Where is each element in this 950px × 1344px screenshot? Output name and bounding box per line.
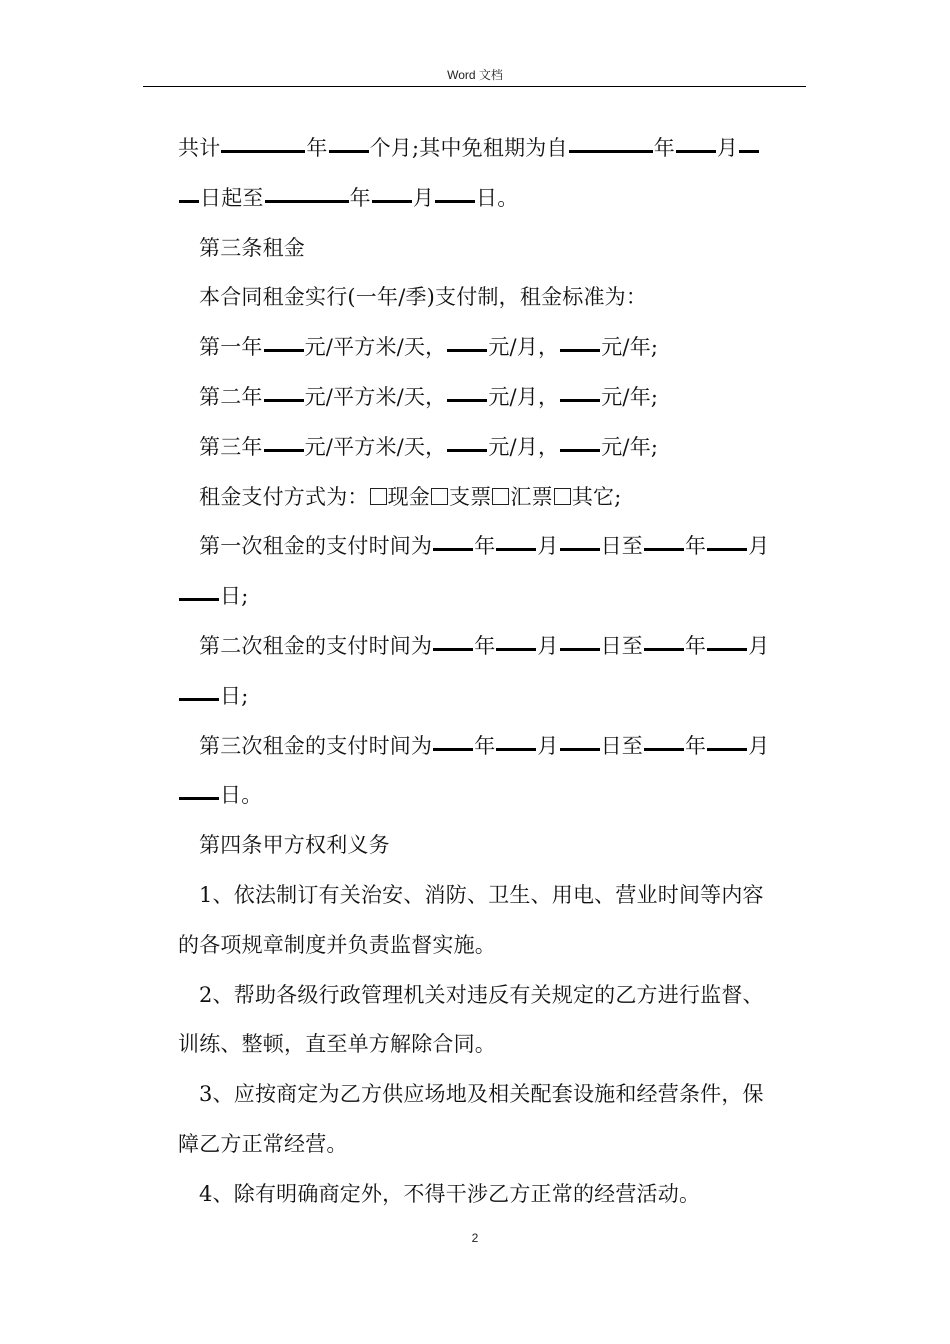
fill-blank[interactable] xyxy=(179,797,219,800)
text: 第二年 xyxy=(199,384,263,409)
fill-blank[interactable] xyxy=(644,748,684,751)
text: 年 xyxy=(474,633,496,658)
text: 租金支付方式为： xyxy=(199,484,369,509)
text: 元/月， xyxy=(488,384,560,409)
fill-blank[interactable] xyxy=(179,200,199,203)
text: 日起至 xyxy=(200,185,264,210)
rent-intro: 本合同租金实行(一年/季)支付制，租金标准为： xyxy=(199,285,648,310)
text: 日至 xyxy=(600,733,644,758)
text: 年 xyxy=(685,633,707,658)
item-3-line-1: 3、应按商定为乙方供应场地及相关配套设施和经营条件，保 xyxy=(199,1082,764,1107)
text: 元/平方米/天， xyxy=(304,384,447,409)
item-1-line-1: 1、依法制订有关治安、消防、卫生、用电、营业时间等内容 xyxy=(199,882,764,907)
text: 个月;其中免租期为自 xyxy=(369,136,568,160)
fill-blank[interactable] xyxy=(447,349,487,352)
text: 月 xyxy=(537,733,559,758)
text: 年 xyxy=(306,136,328,160)
text: 第二次租金的支付时间为 xyxy=(199,633,433,658)
text: 第一年 xyxy=(199,335,263,360)
text: 日至 xyxy=(600,534,644,559)
text: 元/年; xyxy=(601,384,659,409)
page-number: 2 xyxy=(471,1231,479,1245)
fill-blank[interactable] xyxy=(560,648,600,651)
text: 年 xyxy=(474,733,496,758)
fill-blank[interactable] xyxy=(447,399,487,402)
text: 第一次租金的支付时间为 xyxy=(199,534,433,559)
payment-time-1 xyxy=(178,522,800,572)
fill-blank[interactable] xyxy=(707,648,747,651)
text: 第三次租金的支付时间为 xyxy=(199,733,433,758)
checkbox-cash[interactable] xyxy=(370,488,387,505)
fill-blank[interactable] xyxy=(644,648,684,651)
text: 年 xyxy=(653,136,675,160)
fill-blank[interactable] xyxy=(433,648,473,651)
text-line xyxy=(178,174,800,224)
item-3-line-2: 障乙方正常经营。 xyxy=(178,1131,348,1156)
text: 月 xyxy=(748,534,770,559)
fill-blank[interactable] xyxy=(644,548,684,551)
fill-blank[interactable] xyxy=(265,200,349,203)
fill-blank[interactable] xyxy=(569,150,653,153)
text: 月 xyxy=(412,185,435,210)
item-1-line-2: 的各项规章制度并负责监督实施。 xyxy=(178,932,496,957)
text: 年 xyxy=(685,733,707,758)
fill-blank[interactable] xyxy=(560,449,600,452)
text: 元/月， xyxy=(488,434,560,459)
text: 年 xyxy=(474,534,496,559)
text: 月 xyxy=(748,633,770,658)
text: 年 xyxy=(349,185,371,210)
fill-blank[interactable] xyxy=(707,548,747,551)
fill-blank[interactable] xyxy=(496,548,536,551)
page-header: Word 文档 xyxy=(447,68,503,82)
text: 支票 xyxy=(449,484,492,509)
text: 月 xyxy=(537,534,559,559)
checkbox-draft[interactable] xyxy=(492,488,509,505)
text: 其它; xyxy=(571,484,622,509)
text: 日; xyxy=(220,584,249,609)
text: 月 xyxy=(537,633,559,658)
fill-blank[interactable] xyxy=(179,698,219,701)
payment-time-1-end xyxy=(178,572,800,622)
rent-row-3 xyxy=(178,423,800,473)
text: 第三年 xyxy=(199,434,263,459)
fill-blank[interactable] xyxy=(676,150,716,153)
fill-blank[interactable] xyxy=(433,548,473,551)
item-2-line-2: 训练、整顿，直至单方解除合同。 xyxy=(178,1032,496,1057)
fill-blank[interactable] xyxy=(264,349,304,352)
fill-blank[interactable] xyxy=(329,150,369,153)
payment-time-3 xyxy=(178,722,800,772)
fill-blank[interactable] xyxy=(560,349,600,352)
payment-time-3-end xyxy=(178,771,800,821)
text: 日; xyxy=(220,683,249,708)
rent-row-2 xyxy=(178,373,800,423)
text: 元/平方米/天， xyxy=(304,434,447,459)
payment-time-2 xyxy=(178,622,800,672)
fill-blank[interactable] xyxy=(739,150,759,153)
fill-blank[interactable] xyxy=(560,748,600,751)
fill-blank[interactable] xyxy=(447,449,487,452)
payment-time-2-end xyxy=(178,672,800,722)
fill-blank[interactable] xyxy=(221,150,305,153)
fill-blank[interactable] xyxy=(264,399,304,402)
text: 日。 xyxy=(476,185,519,210)
item-4-line-1: 4、除有明确商定外，不得干涉乙方正常的经营活动。 xyxy=(199,1181,701,1206)
fill-blank[interactable] xyxy=(372,200,412,203)
text: 月 xyxy=(748,733,770,758)
fill-blank[interactable] xyxy=(496,648,536,651)
fill-blank[interactable] xyxy=(707,748,747,751)
text: 共计 xyxy=(178,136,221,160)
text: 年 xyxy=(685,534,707,559)
fill-blank[interactable] xyxy=(560,399,600,402)
fill-blank[interactable] xyxy=(179,598,219,601)
text: 日。 xyxy=(220,783,263,808)
fill-blank[interactable] xyxy=(264,449,304,452)
fill-blank[interactable] xyxy=(433,748,473,751)
document-body xyxy=(178,124,800,1220)
header-rule xyxy=(143,86,806,87)
text: 汇票 xyxy=(510,484,553,509)
item-2-line-1: 2、帮助各级行政管理机关对违反有关规定的乙方进行监督、 xyxy=(199,982,764,1007)
text: 月 xyxy=(716,136,739,160)
text: 现金 xyxy=(387,484,431,509)
checkbox-other[interactable] xyxy=(554,488,571,505)
payment-method-line xyxy=(178,473,800,523)
text: 元/平方米/天， xyxy=(304,335,447,360)
rent-row-1 xyxy=(178,323,800,373)
checkbox-check[interactable] xyxy=(431,488,448,505)
text: 日至 xyxy=(600,633,644,658)
text-line xyxy=(178,124,800,174)
fill-blank[interactable] xyxy=(496,748,536,751)
fill-blank[interactable] xyxy=(560,548,600,551)
text: 元/年; xyxy=(601,434,659,459)
section-heading-4: 第四条甲方权利义务 xyxy=(199,833,390,858)
fill-blank[interactable] xyxy=(435,200,475,203)
text: 元/年; xyxy=(601,335,659,360)
section-heading-3: 第三条租金 xyxy=(199,235,305,260)
text: 元/月， xyxy=(488,335,560,360)
